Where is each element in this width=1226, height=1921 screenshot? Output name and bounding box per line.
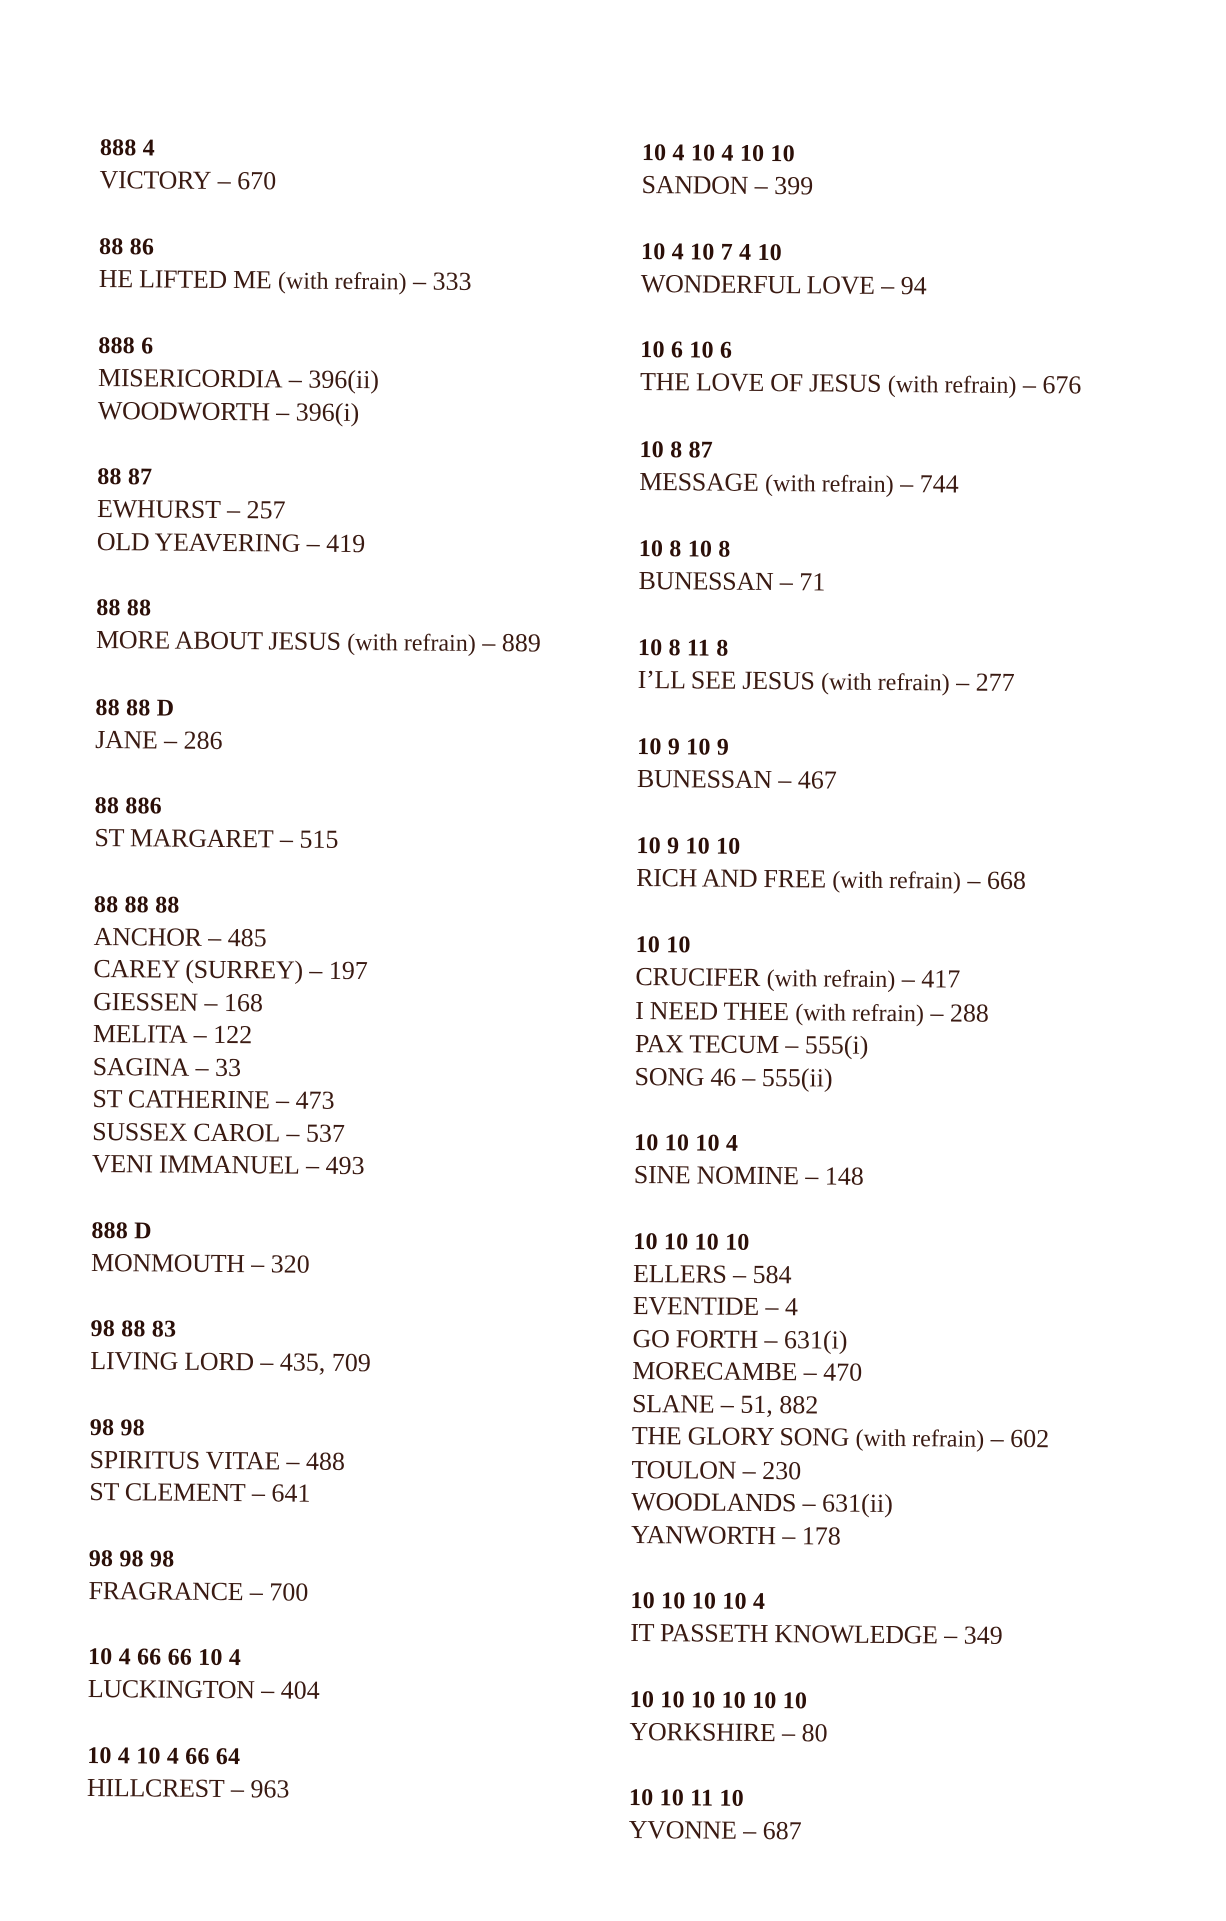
tune-entry <box>634 1060 1154 1097</box>
hymn-number: 230 <box>762 1455 802 1485</box>
meter-heading: 88 88 D <box>95 694 175 722</box>
dash-separator: – <box>286 1117 300 1148</box>
dash-separator: – <box>288 364 302 394</box>
tune-name: ST CATHERINE <box>92 1083 270 1115</box>
tune-note: (with refrain) <box>347 629 476 657</box>
meter-group <box>629 1683 1149 1752</box>
meter-group <box>630 1585 1150 1654</box>
tune-name: EVENTIDE <box>632 1290 760 1321</box>
tune-name: MESSAGE <box>639 466 759 497</box>
meter-heading: 10 10 10 10 10 10 <box>629 1686 808 1714</box>
dash-separator: – <box>802 1488 816 1518</box>
meter-heading: 888 6 <box>98 332 154 360</box>
tune-name: MELITA <box>92 1018 188 1049</box>
tune-entry <box>635 994 1155 1032</box>
dash-separator: – <box>743 1815 757 1845</box>
dash-separator: – <box>803 1357 817 1387</box>
meter-heading: 10 8 10 8 <box>638 535 731 563</box>
hymn-number: 399 <box>774 171 814 201</box>
tune-entry <box>629 1715 1149 1752</box>
dash-separator: – <box>764 1324 778 1354</box>
tune-name: MONMOUTH <box>91 1247 245 1278</box>
meter-group <box>99 132 619 201</box>
tune-name: SUSSEX CAROL <box>92 1116 281 1147</box>
meter-group <box>89 1411 610 1512</box>
hymn-number: 396(ii) <box>308 364 380 395</box>
tune-name: MORECAMBE <box>632 1355 798 1387</box>
dash-separator: – <box>901 964 915 994</box>
dash-separator: – <box>260 1347 274 1377</box>
meter-group <box>637 731 1157 800</box>
tune-entry <box>635 961 1155 999</box>
hymn-number: 71 <box>799 567 826 597</box>
dash-separator: – <box>261 1675 275 1705</box>
dash-separator: – <box>249 1576 263 1606</box>
tune-name: YVONNE <box>628 1814 737 1845</box>
tune-entry <box>98 394 618 431</box>
tune-entry <box>638 663 1158 701</box>
hymn-number: 396(i) <box>295 397 360 427</box>
tune-name: CRUCIFER <box>635 961 761 992</box>
dash-separator: – <box>412 265 427 296</box>
meter-group <box>90 1313 610 1382</box>
dash-separator: – <box>482 628 496 658</box>
tune-entry <box>93 985 613 1022</box>
tune-note: (with refrain) <box>766 966 896 994</box>
hymn-number: 404 <box>280 1675 320 1705</box>
meter-group <box>641 235 1161 304</box>
tune-name: SINE NOMINE <box>633 1159 799 1191</box>
dash-separator: – <box>251 1478 266 1508</box>
hymn-number: 94 <box>900 270 927 300</box>
tune-entry <box>96 624 616 662</box>
tune-entry <box>631 1518 1151 1555</box>
hymn-number: 435, 709 <box>279 1347 371 1378</box>
dash-separator: – <box>208 922 222 952</box>
hymn-number: 676 <box>1042 370 1082 400</box>
meter-heading: 10 10 10 10 <box>633 1228 750 1256</box>
meter-group <box>91 1214 611 1283</box>
tune-name: HILLCREST <box>86 1772 225 1803</box>
meter-heading: 888 4 <box>99 134 155 162</box>
hymn-number: 148 <box>824 1161 864 1191</box>
tune-note: (with refrain) <box>277 267 407 295</box>
meter-heading: 88 86 <box>98 233 155 260</box>
tune-name: YANWORTH <box>630 1519 776 1550</box>
meter-heading: 88 88 88 <box>93 891 180 919</box>
tune-entry <box>95 723 615 760</box>
hymn-number: 349 <box>963 1620 1003 1650</box>
tune-name: WOODLANDS <box>631 1486 797 1518</box>
dash-separator: – <box>306 528 320 558</box>
tune-entry <box>97 525 617 562</box>
tune-name: GIESSEN <box>93 986 199 1017</box>
tune-name: SLANE <box>631 1388 715 1419</box>
tune-entry <box>632 1322 1152 1359</box>
hymn-number: 641 <box>271 1478 311 1508</box>
dash-separator: – <box>276 1085 290 1115</box>
meter-heading: 10 4 10 7 4 10 <box>640 238 783 266</box>
meter-heading: 10 8 87 <box>639 436 714 464</box>
tune-entry <box>633 1290 1153 1327</box>
hymn-number: 257 <box>246 495 286 525</box>
hymn-number: 470 <box>823 1357 863 1387</box>
hymn-number: 537 <box>305 1118 346 1148</box>
tune-entry <box>97 493 617 530</box>
meter-heading: 10 8 11 8 <box>637 634 729 662</box>
tune-entry <box>93 1050 613 1087</box>
meter-heading: 10 9 10 9 <box>637 733 730 761</box>
dash-separator: – <box>765 1292 779 1322</box>
meter-group <box>639 433 1159 503</box>
meter-group <box>98 330 619 431</box>
dash-separator: – <box>163 725 178 755</box>
tune-name: THE GLORY SONG <box>631 1420 850 1452</box>
dash-separator: – <box>732 1259 747 1289</box>
hymn-number: 584 <box>752 1259 792 1289</box>
tune-name: WONDERFUL LOVE <box>640 268 875 300</box>
dash-separator: – <box>785 1030 799 1060</box>
tune-name: SONG 46 <box>634 1061 736 1092</box>
tune-name: LIVING LORD <box>90 1345 254 1377</box>
tune-name: YORKSHIRE <box>629 1716 776 1747</box>
tune-entry <box>640 366 1160 404</box>
hymn-number: 515 <box>299 824 339 854</box>
tune-name: PAX TECUM <box>634 1028 779 1060</box>
meter-group <box>638 631 1158 701</box>
hymn-number: 168 <box>223 987 264 1017</box>
tune-entry <box>94 920 614 957</box>
dash-separator: – <box>754 170 768 200</box>
meter-heading: 888 D <box>91 1217 152 1244</box>
hymn-number: 493 <box>325 1150 365 1181</box>
tune-entry <box>638 565 1158 602</box>
meter-group <box>88 1542 608 1611</box>
hymn-number: 555(i) <box>804 1030 869 1060</box>
hymn-number: 687 <box>762 1816 802 1846</box>
hymn-number: 963 <box>250 1773 290 1804</box>
dash-separator: – <box>930 997 944 1027</box>
tune-entry <box>636 861 1156 899</box>
meter-heading: 10 10 10 10 4 <box>630 1587 766 1616</box>
dash-separator: – <box>956 666 970 697</box>
meter-group <box>95 691 615 760</box>
hymn-number: 485 <box>227 922 267 952</box>
tune-name: ELLERS <box>632 1258 727 1289</box>
tune-name: I’LL SEE JESUS <box>637 664 815 695</box>
hymn-number: 744 <box>919 468 959 498</box>
dash-separator: – <box>309 955 323 985</box>
tune-entry <box>641 267 1161 304</box>
dash-separator: – <box>900 468 914 498</box>
tune-name: JANE <box>95 724 158 754</box>
tune-entry <box>91 1246 611 1283</box>
meter-group <box>640 334 1160 404</box>
hymn-number: 700 <box>269 1576 309 1607</box>
tune-name: BUNESSAN <box>636 763 772 795</box>
tune-name: VENI IMMANUEL <box>91 1148 300 1180</box>
tune-entry <box>94 822 614 859</box>
hymn-number: 122 <box>213 1019 253 1050</box>
hymn-number: 286 <box>183 725 223 755</box>
meter-heading: 88 88 <box>96 594 152 622</box>
meter-heading: 98 98 98 <box>88 1545 175 1573</box>
meter-group <box>634 1127 1154 1196</box>
dash-separator: – <box>967 865 981 895</box>
tune-name: EWHURST <box>96 493 221 524</box>
dash-separator: – <box>276 396 290 426</box>
hymn-number: 33 <box>214 1052 242 1082</box>
dash-separator: – <box>805 1161 819 1191</box>
hymn-number: 631(i) <box>783 1324 848 1355</box>
meter-heading: 88 886 <box>94 792 163 820</box>
dash-separator: – <box>193 1019 207 1049</box>
hymn-number: 889 <box>501 628 541 658</box>
dash-separator: – <box>742 1455 756 1485</box>
meter-group <box>636 829 1156 899</box>
tune-entry <box>639 465 1159 503</box>
meter-heading: 10 10 <box>635 931 691 959</box>
dash-separator: – <box>204 987 218 1017</box>
tune-note: (with refrain) <box>764 470 894 498</box>
tune-name: SPIRITUS VITAE <box>89 1444 281 1475</box>
hymn-number: 197 <box>328 955 368 986</box>
dash-separator: – <box>286 1446 300 1476</box>
tune-name: LUCKINGTON <box>87 1673 255 1705</box>
tune-entry <box>632 1420 1152 1458</box>
tune-name: ST CLEMENT <box>89 1476 246 1508</box>
tune-entry <box>632 1355 1152 1392</box>
tune-name: ST MARGARET <box>94 822 274 854</box>
tune-name: I NEED THEE <box>635 995 789 1026</box>
tune-name: MISERICORDIA <box>97 362 283 394</box>
meter-group <box>634 929 1155 1097</box>
dash-separator: – <box>720 1389 734 1419</box>
tune-entry <box>92 1148 612 1185</box>
tune-name: SANDON <box>641 169 749 200</box>
dash-separator: – <box>778 765 792 795</box>
hymn-number: 419 <box>326 528 366 558</box>
meter-heading: 10 6 10 6 <box>640 336 733 364</box>
meter-group <box>94 790 614 859</box>
tune-entry <box>631 1453 1151 1490</box>
dash-separator: – <box>226 495 241 525</box>
meter-group <box>92 888 614 1184</box>
tune-entry <box>631 1486 1151 1523</box>
tune-name: WOODWORTH <box>97 395 270 426</box>
tune-name: BUNESSAN <box>638 565 774 597</box>
tune-name: IT PASSETH KNOWLEDGE <box>630 1617 938 1650</box>
meter-group <box>87 1739 607 1808</box>
tune-note: (with refrain) <box>855 1425 985 1453</box>
meter-group <box>88 1641 608 1710</box>
tune-entry <box>633 1257 1153 1294</box>
tune-name: ANCHOR <box>93 921 202 952</box>
tune-entry <box>634 1159 1154 1196</box>
tune-name: RICH AND FREE <box>636 862 826 893</box>
dash-separator: – <box>251 1248 265 1278</box>
hymn-number: 4 <box>784 1292 799 1322</box>
tune-name: GO FORTH <box>632 1323 759 1354</box>
left-column <box>87 132 620 1842</box>
tune-name: MORE ABOUT JESUS <box>95 624 341 656</box>
hymn-number: 488 <box>305 1446 346 1476</box>
dash-separator: – <box>195 1052 209 1082</box>
meter-heading: 10 10 11 10 <box>628 1784 744 1812</box>
tune-name: TOULON <box>631 1454 737 1485</box>
tune-name: CAREY (SURREY) <box>93 953 303 985</box>
tune-name: HE LIFTED ME <box>98 263 272 294</box>
dash-separator: – <box>217 165 231 196</box>
tune-entry <box>88 1673 608 1710</box>
dash-separator: – <box>779 567 793 597</box>
tune-entry <box>99 164 619 201</box>
right-column <box>628 137 1162 1885</box>
hymn-number: 80 <box>801 1717 828 1748</box>
tune-name: THE LOVE OF JESUS <box>639 366 882 398</box>
dash-separator: – <box>782 1520 796 1550</box>
tune-entry <box>89 1476 609 1513</box>
hymn-number: 602 <box>1010 1423 1050 1454</box>
tune-entry <box>88 1574 608 1611</box>
hymn-number: 631(ii) <box>822 1488 893 1519</box>
dash-separator: – <box>944 1620 958 1650</box>
tune-entry <box>635 1028 1155 1065</box>
tune-entry <box>630 1617 1150 1654</box>
tune-entry <box>92 1083 612 1120</box>
meter-group <box>96 592 616 662</box>
hymn-number: 178 <box>801 1520 841 1551</box>
hymn-number: 467 <box>797 765 837 795</box>
tune-entry <box>92 1115 612 1152</box>
dash-separator: – <box>881 270 895 300</box>
hymn-number: 51, 882 <box>740 1389 819 1419</box>
hymn-number: 288 <box>949 997 989 1028</box>
tune-note: (with refrain) <box>832 867 962 895</box>
tune-entry <box>641 169 1161 206</box>
hymn-number: 320 <box>270 1248 310 1279</box>
tune-entry <box>632 1387 1152 1424</box>
tune-name: OLD YEAVERING <box>96 526 301 558</box>
meter-heading: 98 98 <box>89 1414 145 1441</box>
dash-separator: – <box>1022 369 1036 400</box>
meter-heading: 10 4 66 66 10 4 <box>87 1643 242 1672</box>
tune-note: (with refrain) <box>887 371 1017 399</box>
tune-name: FRAGRANCE <box>88 1575 244 1606</box>
tune-entry <box>629 1814 1149 1851</box>
hymn-number: 333 <box>432 266 472 296</box>
dash-separator: – <box>279 824 294 854</box>
dash-separator: – <box>742 1062 756 1092</box>
tune-entry <box>87 1771 607 1808</box>
meter-heading: 88 87 <box>97 463 153 491</box>
dash-separator: – <box>305 1150 320 1180</box>
meter-group <box>631 1225 1154 1555</box>
dash-separator: – <box>230 1773 245 1803</box>
hymn-number: 668 <box>986 865 1027 895</box>
meter-heading: 10 4 10 4 10 10 <box>641 139 795 168</box>
tune-entry <box>98 362 618 399</box>
tune-name: SAGINA <box>92 1051 190 1082</box>
meter-heading: 98 88 83 <box>90 1315 177 1343</box>
hymn-number: 555(ii) <box>761 1062 833 1093</box>
meter-heading: 10 10 10 4 <box>633 1129 739 1157</box>
tune-entry <box>89 1443 609 1480</box>
tune-note: (with refrain) <box>795 999 924 1027</box>
tune-name: VICTORY <box>99 164 212 195</box>
tune-entry <box>90 1345 610 1382</box>
hymn-number: 277 <box>975 667 1015 697</box>
hymn-number: 417 <box>921 964 961 994</box>
dash-separator: – <box>990 1423 1004 1453</box>
hymn-number: 670 <box>237 166 277 196</box>
tune-entry <box>637 763 1157 800</box>
hymn-number: 473 <box>295 1085 335 1115</box>
tune-entry <box>93 953 613 990</box>
meter-group <box>629 1782 1149 1851</box>
tune-entry <box>99 262 619 300</box>
meter-group <box>638 533 1158 602</box>
dash-separator: – <box>781 1717 796 1747</box>
meter-group <box>99 230 619 300</box>
meter-group <box>97 461 618 562</box>
tune-entry <box>93 1018 613 1055</box>
meter-heading: 10 9 10 10 <box>636 832 741 860</box>
meter-heading: 10 4 10 4 66 64 <box>87 1742 241 1770</box>
meter-group <box>641 137 1161 206</box>
tune-note: (with refrain) <box>820 668 950 696</box>
